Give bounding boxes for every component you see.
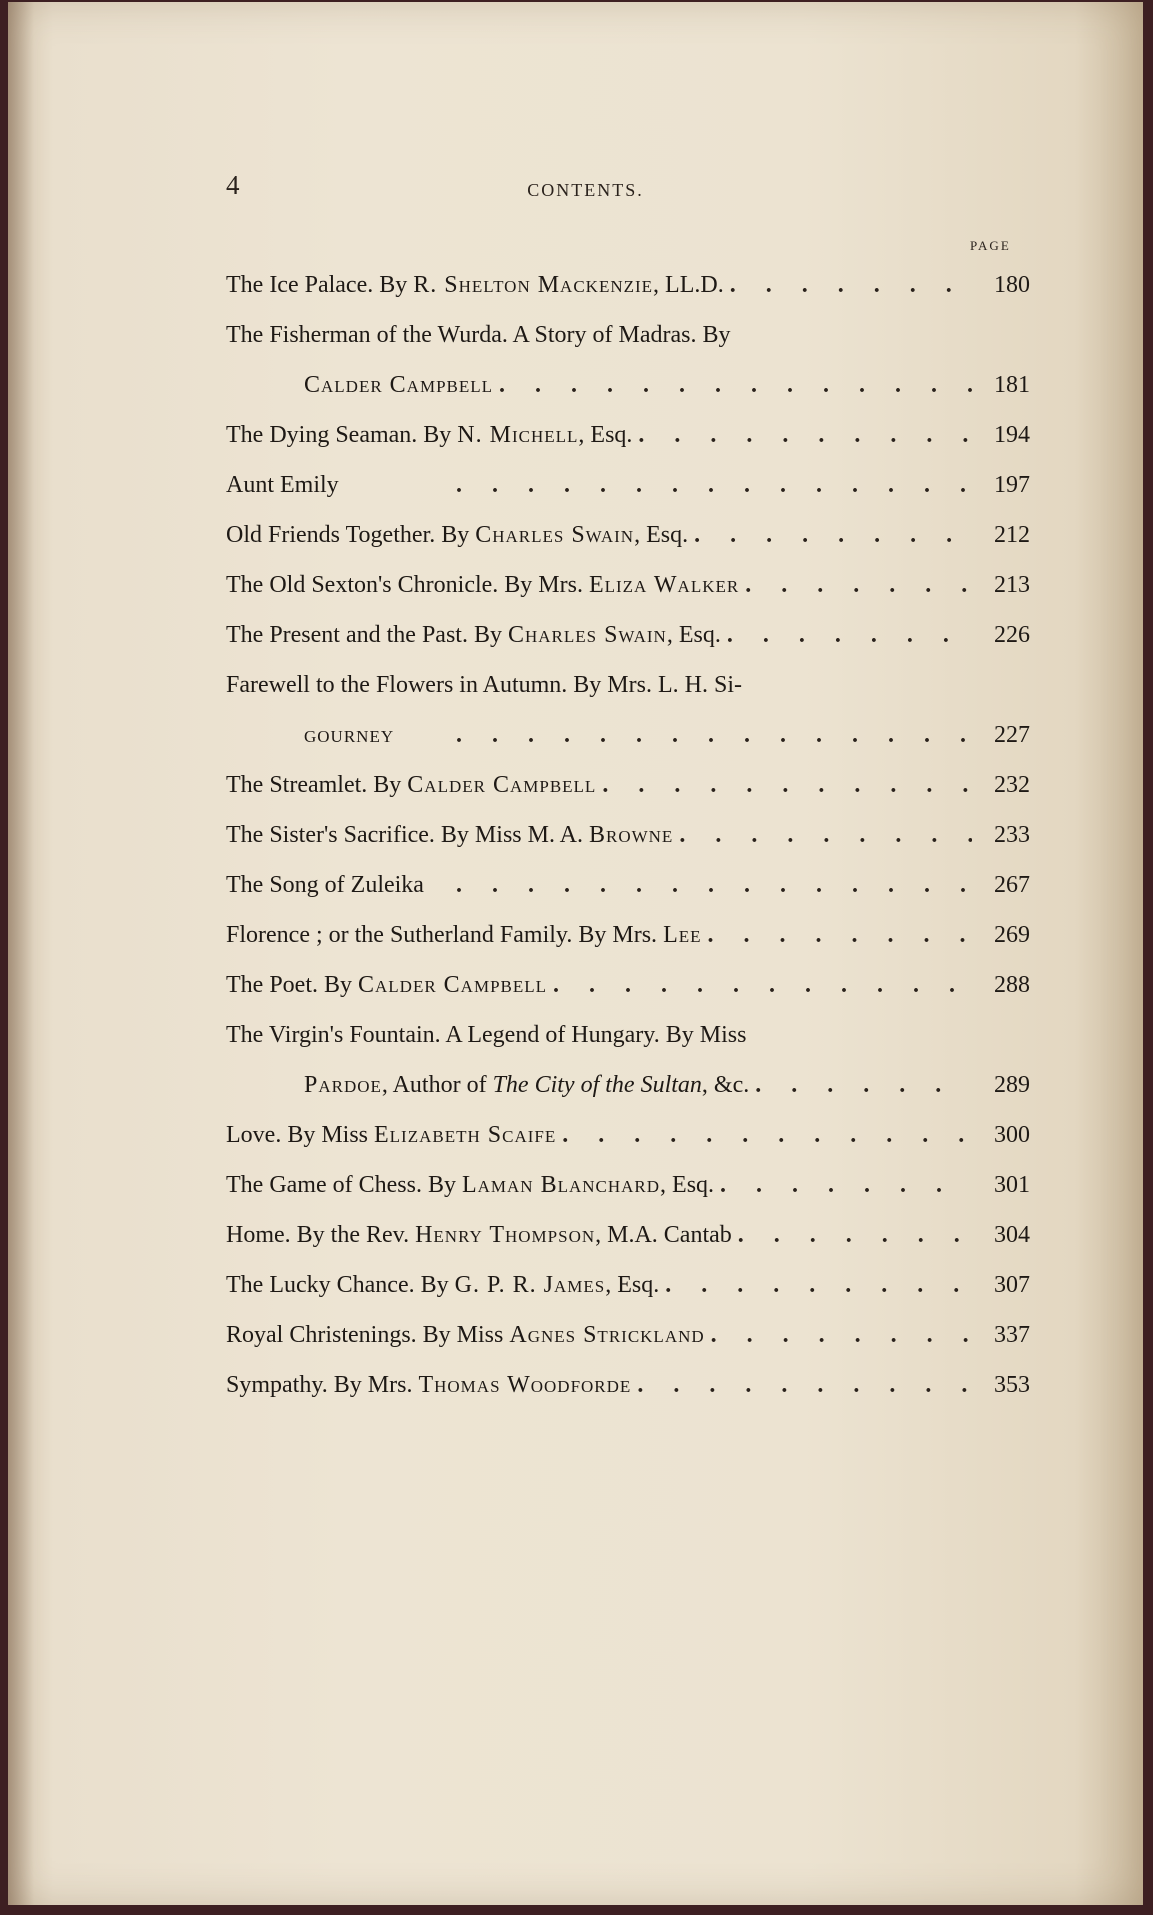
toc-entry-line xyxy=(226,460,1030,510)
toc-entry xyxy=(226,1310,1030,1360)
entry-title xyxy=(226,810,673,860)
toc-entry-line xyxy=(226,510,1030,560)
entry-title-text: The Old Sexton's Chronicle. By Mrs. xyxy=(226,572,589,598)
book-page xyxy=(8,2,1143,1905)
entry-title-text: The Streamlet. By xyxy=(226,772,408,798)
entry-title-text: Aunt Emily xyxy=(226,472,339,498)
entry-author: Pardoe xyxy=(304,1072,382,1098)
dot-leader xyxy=(739,560,972,610)
entry-author: Calder Campbell xyxy=(407,772,597,798)
entry-title-text: Farewell to the Flowers in Autumn. By Mrs. L. H. Si- xyxy=(226,672,742,698)
entry-author: Browne xyxy=(588,822,674,848)
entry-page-number: 227 xyxy=(994,722,1030,748)
entry-title-text: Royal Christenings. By Miss xyxy=(226,1322,510,1348)
entry-author: Agnes Strickland xyxy=(509,1322,705,1348)
toc-entry xyxy=(226,510,1030,560)
entry-page-number: 226 xyxy=(994,622,1030,648)
entry-author: Henry Thompson xyxy=(415,1222,596,1248)
toc-entry xyxy=(226,1360,1030,1410)
entry-author-suffix: , Esq. xyxy=(634,522,689,548)
entry-title xyxy=(226,1110,556,1160)
dot-leader xyxy=(632,410,972,460)
entry-page-number: 197 xyxy=(994,472,1030,498)
toc-entry-line xyxy=(226,1210,1030,1260)
dot-leader xyxy=(631,1360,972,1410)
toc-entry-line xyxy=(226,1110,1030,1160)
entry-page-number: 269 xyxy=(994,922,1030,948)
entry-title-text: The Virgin's Fountain. A Legend of Hungary. By Miss xyxy=(226,1022,747,1048)
entry-page-number: 304 xyxy=(994,1222,1030,1248)
entry-title xyxy=(226,460,339,510)
toc-entry xyxy=(226,660,1030,760)
entry-title-text: Florence ; or the Sutherland Family. By Mrs. xyxy=(226,922,664,948)
entry-title xyxy=(226,860,424,910)
toc-entry-line xyxy=(226,310,1030,360)
toc-entry xyxy=(226,460,1030,510)
entry-page-number: 180 xyxy=(994,272,1030,298)
toc-entry-continuation xyxy=(226,360,1030,410)
table-of-contents xyxy=(226,260,1030,1410)
entry-title xyxy=(226,560,739,610)
entry-page-number: 213 xyxy=(994,572,1030,598)
toc-entry-line xyxy=(226,760,1030,810)
toc-entry xyxy=(226,1210,1030,1260)
entry-author: Calder Campbell xyxy=(358,972,548,998)
running-head: CONTENTS. xyxy=(527,180,644,200)
entry-page-number: 181 xyxy=(994,372,1030,398)
entry-title xyxy=(226,1310,705,1360)
spine-shadow xyxy=(8,2,34,1905)
entry-page-number: 353 xyxy=(994,1372,1030,1398)
entry-author: G. P. R. James xyxy=(454,1272,606,1298)
entry-italic-title: The City of the Sultan xyxy=(492,1072,702,1098)
entry-title-text: The Poet. By xyxy=(226,972,358,998)
toc-entry-line xyxy=(226,910,1030,960)
dot-leader xyxy=(659,1260,972,1310)
dot-leader xyxy=(394,710,972,760)
toc-entry-line xyxy=(226,660,1030,710)
entry-title xyxy=(226,410,632,460)
entry-title xyxy=(226,760,596,810)
entry-title xyxy=(226,510,688,560)
toc-entry xyxy=(226,410,1030,460)
entry-page-number: 289 xyxy=(994,1072,1030,1098)
entry-title xyxy=(226,960,547,1010)
entry-title-text: The Game of Chess. By xyxy=(226,1172,462,1198)
toc-entry xyxy=(226,560,1030,610)
entry-title-text: The Lucky Chance. By xyxy=(226,1272,455,1298)
entry-title-text: The Dying Seaman. By xyxy=(226,422,458,448)
entry-author: Thomas Woodforde xyxy=(418,1372,632,1398)
entry-author-suffix: , Author of xyxy=(381,1072,493,1098)
toc-entry-line xyxy=(226,1260,1030,1310)
entry-page-number: 194 xyxy=(994,422,1030,448)
entry-title xyxy=(226,1160,714,1210)
entry-page-number: 267 xyxy=(994,872,1030,898)
toc-entry xyxy=(226,310,1030,410)
entry-page-number: 337 xyxy=(994,1322,1030,1348)
dot-leader xyxy=(702,910,973,960)
dot-leader xyxy=(749,1060,972,1110)
toc-entry-line xyxy=(226,1310,1030,1360)
entry-title xyxy=(226,260,724,310)
entry-title-text: Home. By the Rev. xyxy=(226,1222,416,1248)
toc-entry-line xyxy=(226,260,1030,310)
entry-title-text: The Ice Palace. By xyxy=(226,272,414,298)
toc-entry-continuation xyxy=(226,1060,1030,1110)
entry-page-number: 212 xyxy=(994,522,1030,548)
entry-title xyxy=(304,710,394,760)
entry-author-suffix: , Esq. xyxy=(660,1172,715,1198)
entry-title xyxy=(304,360,493,410)
entry-author: Elizabeth Scaife xyxy=(374,1122,557,1148)
dot-leader xyxy=(721,610,972,660)
dot-leader xyxy=(424,860,972,910)
entry-page-number: 233 xyxy=(994,822,1030,848)
toc-entry xyxy=(226,260,1030,310)
entry-page-number: 301 xyxy=(994,1172,1030,1198)
page-column-heading: PAGE xyxy=(970,238,1011,253)
toc-entry xyxy=(226,1110,1030,1160)
entry-title xyxy=(226,1360,631,1410)
entry-author-suffix: , Esq. xyxy=(578,422,633,448)
entry-page-number: 300 xyxy=(994,1122,1030,1148)
dot-leader xyxy=(493,360,972,410)
toc-entry-line xyxy=(226,610,1030,660)
entry-title xyxy=(226,910,702,960)
dot-leader xyxy=(556,1110,972,1160)
dot-leader xyxy=(596,760,972,810)
toc-entry xyxy=(226,860,1030,910)
toc-entry xyxy=(226,960,1030,1010)
toc-entry-line xyxy=(226,1010,1030,1060)
entry-title xyxy=(226,610,721,660)
toc-entry xyxy=(226,610,1030,660)
toc-entry-line xyxy=(226,410,1030,460)
entry-title-text: The Sister's Sacrifice. By Miss M. A. xyxy=(226,822,589,848)
toc-entry-line xyxy=(226,810,1030,860)
entry-author: Charles Swain xyxy=(507,622,667,648)
toc-entry xyxy=(226,1160,1030,1210)
entry-title-text: Old Friends Together. By xyxy=(226,522,476,548)
dot-leader xyxy=(732,1210,972,1260)
entry-author: Charles Swain xyxy=(475,522,635,548)
toc-entry-line xyxy=(226,860,1030,910)
entry-author: N. Michell xyxy=(457,422,579,448)
entry-author: Eliza Walker xyxy=(588,572,740,598)
entry-title-text: The Song of Zuleika xyxy=(226,872,424,898)
page-number: 4 xyxy=(226,170,240,200)
entry-page-number: 288 xyxy=(994,972,1030,998)
entry-author-suffix: , LL.D. xyxy=(653,272,724,298)
entry-title xyxy=(226,1260,659,1310)
toc-entry-line xyxy=(226,1360,1030,1410)
entry-title-text: The Fisherman of the Wurda. A Story of Madras. By xyxy=(226,322,731,348)
entry-suffix: , &c. xyxy=(701,1072,750,1098)
toc-entry xyxy=(226,1010,1030,1110)
dot-leader xyxy=(705,1310,972,1360)
entry-author: Lee xyxy=(663,922,702,948)
dot-leader xyxy=(547,960,972,1010)
dot-leader xyxy=(714,1160,972,1210)
toc-entry xyxy=(226,1260,1030,1310)
entry-title xyxy=(226,1210,732,1260)
entry-author: Calder Campbell xyxy=(304,372,494,398)
entry-title-text: Love. By Miss xyxy=(226,1122,375,1148)
toc-entry-line xyxy=(226,560,1030,610)
entry-author-suffix: , M.A. Cantab xyxy=(595,1222,732,1248)
entry-author: R. Shelton Mackenzie xyxy=(413,272,654,298)
entry-title xyxy=(304,1060,749,1110)
entry-title xyxy=(226,310,731,360)
entry-author: gourney xyxy=(304,722,395,748)
entry-title xyxy=(226,1010,746,1060)
dot-leader xyxy=(688,510,972,560)
dot-leader xyxy=(673,810,972,860)
toc-entry xyxy=(226,810,1030,860)
toc-entry-line xyxy=(226,960,1030,1010)
toc-entry-line xyxy=(226,1160,1030,1210)
toc-entry-continuation xyxy=(226,710,1030,760)
dot-leader xyxy=(339,460,972,510)
dot-leader xyxy=(724,260,972,310)
toc-entry xyxy=(226,910,1030,960)
toc-entry xyxy=(226,760,1030,810)
entry-title-text: The Present and the Past. By xyxy=(226,622,508,648)
entry-title-text: Sympathy. By Mrs. xyxy=(226,1372,419,1398)
entry-author-suffix: , Esq. xyxy=(605,1272,660,1298)
entry-page-number: 307 xyxy=(994,1272,1030,1298)
entry-title xyxy=(226,660,742,710)
entry-author: Laman Blanchard xyxy=(461,1172,661,1198)
entry-page-number: 232 xyxy=(994,772,1030,798)
entry-author-suffix: , Esq. xyxy=(666,622,721,648)
